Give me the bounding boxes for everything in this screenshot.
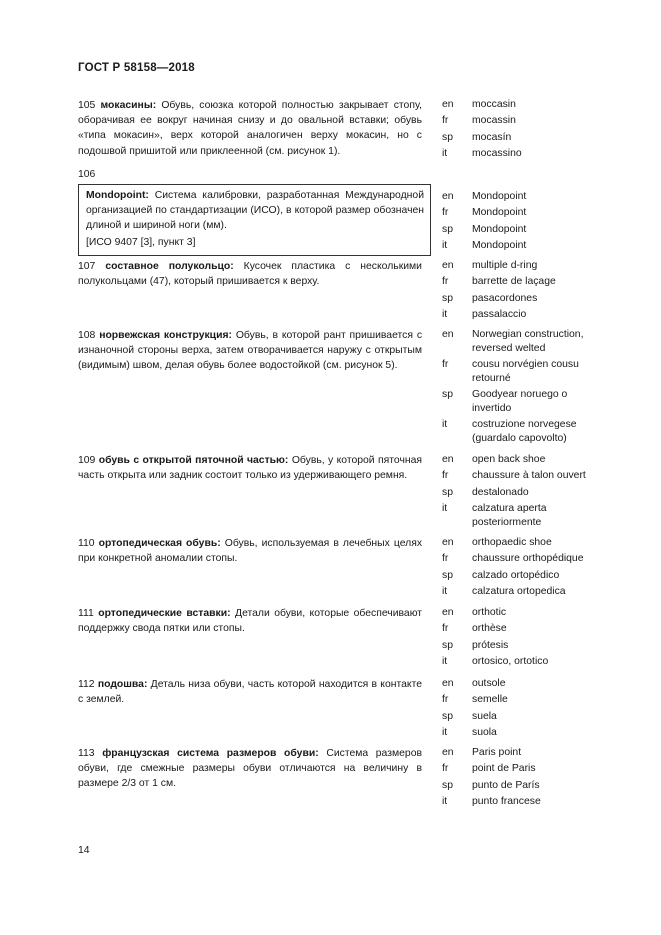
lang-code: sp [442, 639, 453, 651]
translation-word: orthèse [472, 623, 507, 635]
translation-word: mocasín [472, 131, 512, 143]
definition-text: Обувь, в которой рант пришивается с изнаночной стороны верха, затем отворачивается наружу с открытым (видимым) швом, делая обувь более водостойкой (см. рисунок 5). [78, 330, 423, 372]
definition [78, 606, 422, 636]
translation-word: passalaccio [472, 309, 527, 321]
lang-code: en [442, 454, 454, 465]
translation-word: open back shoe [472, 454, 546, 465]
translation-word: Mondopoint [472, 207, 527, 219]
translation-word: calzatura aperta posteriormente [472, 503, 547, 528]
translation-word: mocassino [472, 148, 522, 160]
lang-code: sp [442, 486, 453, 498]
lang-code: en [442, 537, 454, 548]
entry-number: 113 [78, 748, 95, 759]
translation-word: destalonado [472, 486, 529, 498]
definition-text: Деталь низа обуви, часть которой находится в контакте с землей. [78, 679, 422, 706]
translation-item [442, 726, 602, 740]
lang-code: sp [442, 131, 453, 143]
definition-text: Обувь, союзка которой полностью закрывает стопу, оборачивая ее вокруг начиная снизу и до овальной вставки; обувь «типа мокасин», верх которой аналогичен верху мокасин, но с подошвой пришитой или приклеенной (см. рисунок 1). [78, 100, 422, 157]
entry-number: 107 [78, 261, 96, 272]
lang-code: fr [442, 694, 449, 706]
lang-code: it [442, 656, 448, 668]
term-name: мокасины: [100, 100, 157, 111]
definition [78, 536, 422, 566]
lang-code: fr [442, 470, 449, 482]
lang-code: it [442, 148, 448, 160]
lang-code: fr [442, 207, 449, 219]
lang-code: en [442, 607, 454, 618]
definition-text: Система калибровки, разработанная Международной организацией по стандартизации (ИСО), в которой размер обозначен длиной и шириной ноги (мм). [86, 190, 424, 232]
definition [78, 677, 422, 707]
lang-code: it [442, 240, 448, 252]
lang-code: en [442, 329, 454, 340]
translation-word: Norwegian construction, reversed welted [472, 329, 584, 354]
translation-item [442, 502, 602, 529]
translation-word: point de Paris [472, 763, 536, 775]
lang-code: sp [442, 779, 453, 791]
translation-item [442, 388, 602, 415]
translation-word: orthopaedic shoe [472, 537, 552, 548]
translation-item [442, 206, 602, 220]
definition-text: Кусочек пластика с несколькими полукольцами (47), который пришивается к верху. [78, 261, 422, 288]
translations-list [442, 328, 602, 448]
translation-word: moccasin [472, 99, 516, 110]
term-name: ортопедическая обувь: [98, 538, 221, 549]
translation-word: multiple d-ring [472, 260, 538, 271]
translation-item [442, 239, 602, 253]
term-name: ортопедические вставки: [98, 608, 231, 619]
translation-item [442, 114, 602, 128]
translation-word: suela [472, 710, 497, 722]
translation-word: calzatura ortopedica [472, 586, 566, 598]
source-reference: [ИСО 9407 [3], пункт 3] [86, 236, 196, 248]
entry-number: 105 [78, 100, 96, 111]
translation-word: chaussure à talon ouvert [472, 470, 586, 482]
translations-list [442, 190, 602, 256]
definition [78, 98, 422, 159]
entry-number: 106 [78, 169, 96, 180]
lang-code: en [442, 747, 454, 758]
translation-word: mocassin [472, 115, 516, 127]
translation-word: Mondopoint [472, 240, 527, 252]
translation-item [442, 746, 602, 760]
translation-word: pasacordones [472, 292, 538, 304]
translations-list [442, 677, 602, 743]
translations-list [442, 453, 602, 532]
translation-item [442, 131, 602, 145]
translation-item [442, 779, 602, 793]
translation-word: cousu norvégien cousu retourné [472, 358, 579, 384]
term-name: Mondopoint: [86, 190, 149, 201]
translation-item [442, 469, 602, 483]
translation-item [442, 308, 602, 322]
translation-item [442, 98, 602, 112]
translation-item [442, 275, 602, 289]
translation-word: costruzione norvegese (guardalo capovolto) [472, 418, 577, 444]
translation-word: semelle [472, 694, 508, 706]
translation-item [442, 795, 602, 809]
definition [78, 746, 422, 792]
translations-list [442, 98, 602, 164]
translation-item [442, 762, 602, 776]
definition [78, 259, 422, 289]
definition-text: Детали обуви, которые обеспечивают поддержку свода пятки или стопы. [78, 608, 423, 635]
definition [78, 453, 422, 483]
translations-list [442, 746, 602, 812]
lang-code: en [442, 260, 454, 271]
translation-word: Paris point [472, 747, 522, 758]
translation-word: Mondopoint [472, 223, 527, 235]
translation-item [442, 569, 602, 583]
translation-item [442, 693, 602, 707]
translations-list [442, 536, 602, 602]
page-number: 14 [78, 845, 90, 856]
translation-word: calzado ortopédico [472, 569, 560, 581]
translation-word: Mondopoint [472, 191, 527, 202]
translations-list [442, 259, 602, 325]
translation-item [442, 147, 602, 161]
lang-code: fr [442, 276, 449, 288]
translation-item [442, 606, 602, 620]
lang-code: en [442, 678, 454, 689]
lang-code: it [442, 503, 448, 515]
translation-item [442, 190, 602, 204]
lang-code: it [442, 796, 448, 808]
translation-item [442, 622, 602, 636]
definition [78, 328, 422, 374]
lang-code: fr [442, 623, 449, 635]
entry-number: 112 [78, 679, 95, 690]
translations-list [442, 606, 602, 672]
translation-item [442, 418, 602, 445]
entry-number: 110 [78, 538, 95, 549]
translation-item [442, 259, 602, 273]
term-name: подошва: [97, 679, 148, 690]
lang-code: fr [442, 115, 449, 127]
lang-code: fr [442, 553, 449, 565]
translation-word: Goodyear noruego o invertido [472, 388, 568, 414]
lang-code: it [442, 418, 448, 430]
term-name: норвежская конструкция: [99, 330, 232, 341]
translation-item [442, 328, 602, 355]
lang-code: sp [442, 569, 453, 581]
lang-code: fr [442, 763, 449, 775]
translation-word: suola [472, 727, 497, 739]
translation-item [442, 655, 602, 669]
lang-code: it [442, 309, 448, 321]
translation-word: ortosico, ortotico [472, 656, 549, 668]
translation-word: orthotic [472, 607, 507, 618]
definition-text: Обувь, у которой пяточная часть открыта или задник состоит только из удерживающего ремня. [78, 455, 423, 482]
lang-code: sp [442, 223, 453, 235]
translation-item [442, 710, 602, 724]
document-header: ГОСТ Р 58158—2018 [78, 62, 195, 74]
definition-text: Обувь, используемая в лечебных целях при конкретной аномалии стопы. [78, 538, 423, 565]
definition-text: Система размеров обуви, где смежные размеры обуви отличаются на величину в размере 2/3 от 1 см. [78, 748, 422, 790]
translation-item [442, 536, 602, 550]
translation-word: punto francese [472, 796, 541, 808]
lang-code: sp [442, 710, 453, 722]
translation-word: outsole [472, 678, 506, 689]
lang-code: fr [442, 358, 449, 370]
lang-code: en [442, 99, 454, 110]
translation-item [442, 677, 602, 691]
lang-code: sp [442, 292, 453, 304]
lang-code: sp [442, 388, 453, 400]
lang-code: it [442, 586, 448, 598]
translation-item [442, 486, 602, 500]
translation-item [442, 358, 602, 385]
translation-item [442, 639, 602, 653]
entry-number: 109 [78, 455, 96, 466]
entry-number: 111 [78, 608, 94, 619]
lang-code: it [442, 727, 448, 739]
translation-item [442, 453, 602, 467]
translation-item [442, 585, 602, 599]
lang-code: en [442, 191, 454, 202]
translation-item [442, 552, 602, 566]
translation-item [442, 292, 602, 306]
term-name: обувь с открытой пяточной частью: [98, 455, 289, 466]
term-name: составное полукольцо: [105, 261, 234, 272]
translation-word: barrette de laçage [472, 276, 556, 288]
translation-word: prótesis [472, 639, 509, 651]
term-name: французская система размеров обуви: [102, 748, 319, 759]
translation-item [442, 223, 602, 237]
definition-box [78, 184, 431, 256]
translation-word: punto de París [472, 779, 540, 791]
translation-word: chaussure orthopédique [472, 553, 584, 565]
entry-number: 108 [78, 330, 96, 341]
